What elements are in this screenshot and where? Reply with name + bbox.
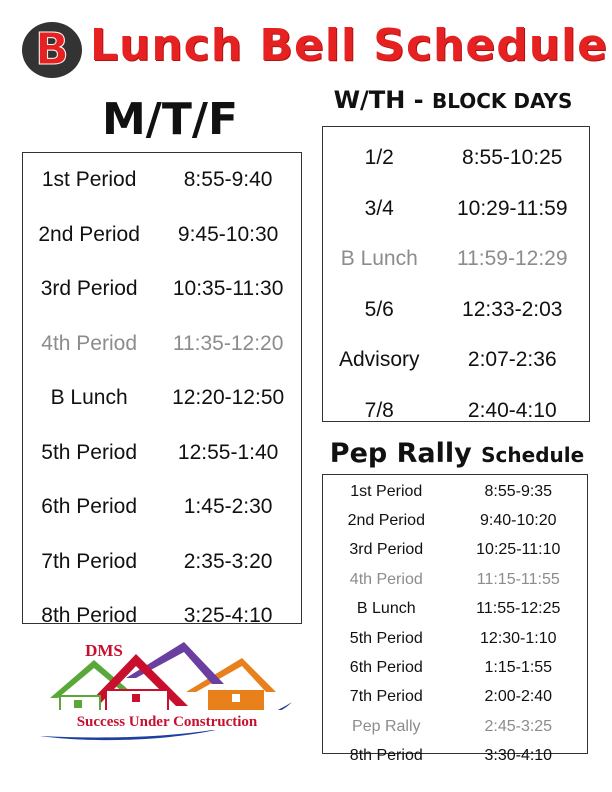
period-label: 5th Period — [349, 629, 423, 647]
period-label: 8th Period — [349, 747, 423, 765]
period-time: 2:00-2:40 — [484, 688, 553, 706]
schedule-row — [323, 335, 589, 386]
wth-heading-small: BLOCK DAYS — [431, 89, 573, 113]
period-time: 2:07-2:36 — [467, 348, 557, 372]
period-time: 11:55-12:25 — [476, 600, 561, 618]
mtf-schedule-table — [22, 152, 302, 628]
period-time: 3:25-4:10 — [183, 604, 273, 628]
period-time: 1:15-1:55 — [484, 659, 553, 677]
period-label: 7th Period — [41, 549, 137, 573]
schedule-row — [323, 683, 587, 712]
period-label: Advisory — [339, 348, 420, 372]
period-label: 5/6 — [364, 297, 394, 321]
logo-tagline: Success Under Construction — [76, 714, 258, 730]
logo-window — [232, 694, 240, 702]
schedule-row — [23, 426, 301, 481]
schedule-row — [23, 262, 301, 317]
period-label: 7th Period — [349, 688, 423, 706]
schedule-row — [323, 234, 589, 285]
schedule-row — [23, 153, 301, 208]
schedule-row — [323, 565, 587, 594]
schedule-row — [323, 536, 587, 565]
period-label: B Lunch — [340, 247, 418, 271]
period-time: 9:45-10:30 — [177, 222, 279, 246]
wth-heading — [318, 86, 588, 114]
period-time: 12:30-1:10 — [480, 629, 557, 647]
period-time: 11:15-11:55 — [476, 570, 560, 588]
schedule-row — [23, 371, 301, 426]
schedule-row — [323, 506, 587, 535]
period-time: 12:20-12:50 — [172, 386, 285, 410]
pep-heading-main: Pep Rally — [329, 438, 482, 469]
schedule-row — [323, 477, 587, 506]
logo-window — [74, 700, 82, 708]
wth-heading-main: W/TH - — [333, 86, 432, 114]
period-time: 8:55-10:25 — [462, 146, 563, 170]
period-label: 1st Period — [41, 168, 137, 192]
period-label: 2nd Period — [38, 222, 140, 246]
period-time: 3:30-4:10 — [484, 747, 553, 765]
schedule-row — [323, 624, 587, 653]
pep-heading-small: Schedule — [481, 443, 585, 467]
logo-name: DMS — [85, 641, 123, 660]
period-time: 10:25-11:10 — [476, 541, 561, 559]
schedule-row — [323, 653, 587, 682]
period-label: 4th Period — [349, 570, 423, 588]
period-time: 10:29-11:59 — [456, 196, 568, 220]
period-label: 1st Period — [350, 482, 423, 500]
mtf-heading: M/T/F — [102, 94, 238, 145]
wth-schedule-table — [322, 126, 590, 422]
period-label: 4th Period — [41, 331, 137, 355]
title-text: Lunch Bell Schedule — [90, 20, 608, 71]
period-time: 1:45-2:30 — [183, 495, 273, 519]
period-label: 3/4 — [364, 196, 394, 220]
period-label: 8th Period — [41, 604, 137, 628]
period-label: 6th Period — [349, 659, 423, 677]
period-time: 9:40-10:20 — [480, 512, 557, 530]
schedule-row — [323, 386, 589, 437]
period-time: 8:55-9:35 — [484, 482, 553, 500]
period-label: Pep Rally — [352, 717, 421, 735]
period-label: 1/2 — [364, 146, 394, 170]
dms-logo — [36, 632, 298, 744]
period-label: 7/8 — [364, 398, 394, 422]
period-label: 3rd Period — [40, 277, 138, 301]
schedule-row — [323, 595, 587, 624]
schedule-row — [323, 285, 589, 336]
period-label: B Lunch — [356, 600, 416, 618]
page-title — [22, 18, 608, 82]
schedule-row — [323, 184, 589, 235]
schedule-row — [323, 133, 589, 184]
period-label: 6th Period — [41, 495, 137, 519]
period-time: 12:55-1:40 — [177, 440, 279, 464]
title-badge — [22, 22, 82, 78]
schedule-row — [23, 317, 301, 372]
period-label: 2nd Period — [347, 512, 425, 530]
period-time: 2:40-4:10 — [467, 398, 557, 422]
schedule-row — [23, 535, 301, 590]
period-time: 8:55-9:40 — [183, 168, 273, 192]
schedule-row — [23, 480, 301, 535]
logo-window — [132, 694, 140, 702]
period-time: 10:35-11:30 — [172, 277, 284, 301]
period-time: 12:33-2:03 — [462, 297, 563, 321]
pep-heading — [322, 438, 592, 469]
pep-schedule-table — [322, 474, 588, 765]
period-time: 2:35-3:20 — [183, 549, 273, 573]
period-label: 3rd Period — [349, 541, 424, 559]
schedule-row — [323, 712, 587, 741]
period-label: 5th Period — [41, 440, 137, 464]
period-time: 11:35-12:20 — [172, 331, 284, 355]
schedule-row — [323, 742, 587, 771]
schedule-row — [23, 208, 301, 263]
period-label: B Lunch — [50, 386, 128, 410]
period-time: 11:59-12:29 — [456, 247, 568, 271]
period-time: 2:45-3:25 — [484, 717, 553, 735]
title-badge-letter: B — [35, 24, 69, 75]
